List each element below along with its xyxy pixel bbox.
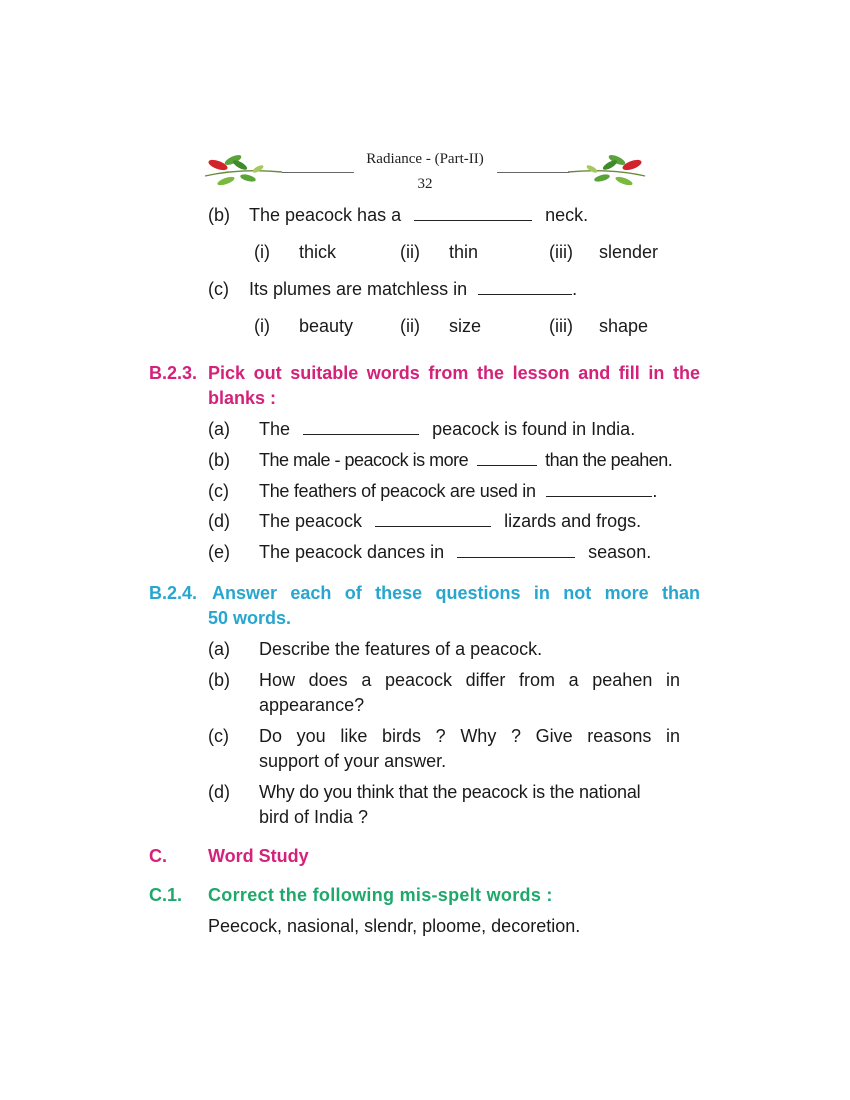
option-text: thick: [299, 242, 337, 262]
question-b-text: [249, 204, 588, 226]
fill-after: lizards and frogs.: [504, 511, 642, 531]
question-label: (c): [208, 726, 229, 746]
section-number: B.2.4.: [149, 583, 198, 603]
answer-blank[interactable]: [477, 451, 537, 466]
question-text: Describe the features of a peacock.: [259, 639, 543, 659]
fill-before: The peacock dances in: [259, 542, 445, 562]
question-text: How does a peacock differ from a peahen in: [259, 670, 680, 690]
question-text-cont: bird of India ?: [259, 807, 369, 827]
option-text: beauty: [299, 316, 354, 336]
running-header: Radiance - (Part-II): [366, 151, 484, 167]
fill-label: (d): [208, 511, 230, 531]
option-num: (iii): [549, 242, 573, 262]
section-title: Word Study: [208, 846, 309, 866]
option-text: slender: [599, 242, 659, 262]
option-num: (ii): [400, 316, 420, 336]
answer-blank[interactable]: [303, 420, 419, 435]
fill-item: [259, 510, 641, 532]
fill-label: (b): [208, 450, 230, 470]
fill-item: [259, 418, 635, 440]
question-text-cont: appearance?: [259, 695, 365, 715]
header-rule-left: [282, 172, 354, 173]
section-heading-cont: 50 words.: [208, 608, 292, 628]
section-heading: Pick out suitable words from the lesson and fill in the: [208, 363, 700, 383]
section-number: B.2.3.: [149, 363, 198, 383]
question-b-label: (b): [208, 205, 230, 225]
question-label: (d): [208, 782, 230, 802]
fill-before: The: [259, 419, 291, 439]
option-num: (i): [254, 242, 270, 262]
fill-label: (c): [208, 481, 229, 501]
fill-after: peacock is found in India.: [432, 419, 636, 439]
misspelt-words: Peecock, nasional, slendr, ploome, decoretion.: [208, 916, 581, 936]
answer-blank[interactable]: [375, 512, 491, 527]
question-text: Do you like birds ? Why ? Give reasons in: [259, 726, 680, 746]
answer-blank[interactable]: [546, 482, 652, 497]
question-b-before: The peacock has a: [249, 205, 402, 225]
question-c-label: (c): [208, 279, 229, 299]
fill-after: season.: [588, 542, 652, 562]
option-num: (iii): [549, 316, 573, 336]
question-text-cont: support of your answer.: [259, 751, 447, 771]
option-text: shape: [599, 316, 649, 336]
fill-label: (e): [208, 542, 230, 562]
section-heading-cont: blanks :: [208, 388, 277, 408]
question-c-before: Its plumes are matchless in: [249, 279, 468, 299]
option-num: (ii): [400, 242, 420, 262]
question-label: (a): [208, 639, 230, 659]
section-number: C.1.: [149, 885, 183, 905]
option-text: thin: [449, 242, 479, 262]
option-num: (i): [254, 316, 270, 336]
fill-before: The peacock: [259, 511, 363, 531]
section-title: Correct the following mis-spelt words :: [208, 885, 553, 905]
fill-after: .: [652, 481, 658, 501]
fill-item: [259, 541, 651, 563]
fill-item: [259, 449, 672, 471]
section-heading: Answer each of these questions in not more than: [212, 583, 700, 603]
section-number: C.: [149, 846, 167, 866]
question-text: Why do you think that the peacock is the national: [259, 782, 641, 802]
fill-item: [259, 480, 657, 502]
fill-before: The male - peacock is more: [259, 450, 469, 470]
fill-label: (a): [208, 419, 230, 439]
question-label: (b): [208, 670, 230, 690]
answer-blank[interactable]: [414, 206, 532, 221]
question-c-text: [249, 278, 577, 300]
answer-blank[interactable]: [457, 543, 575, 558]
question-c-after: .: [572, 279, 578, 299]
question-b-after: neck.: [545, 205, 589, 225]
option-text: size: [449, 316, 482, 336]
fill-after: than the peahen.: [545, 450, 673, 470]
page-number: 32: [417, 176, 433, 192]
fill-before: The feathers of peacock are used in: [259, 481, 536, 501]
answer-blank[interactable]: [478, 280, 572, 295]
header-rule-right: [497, 172, 569, 173]
